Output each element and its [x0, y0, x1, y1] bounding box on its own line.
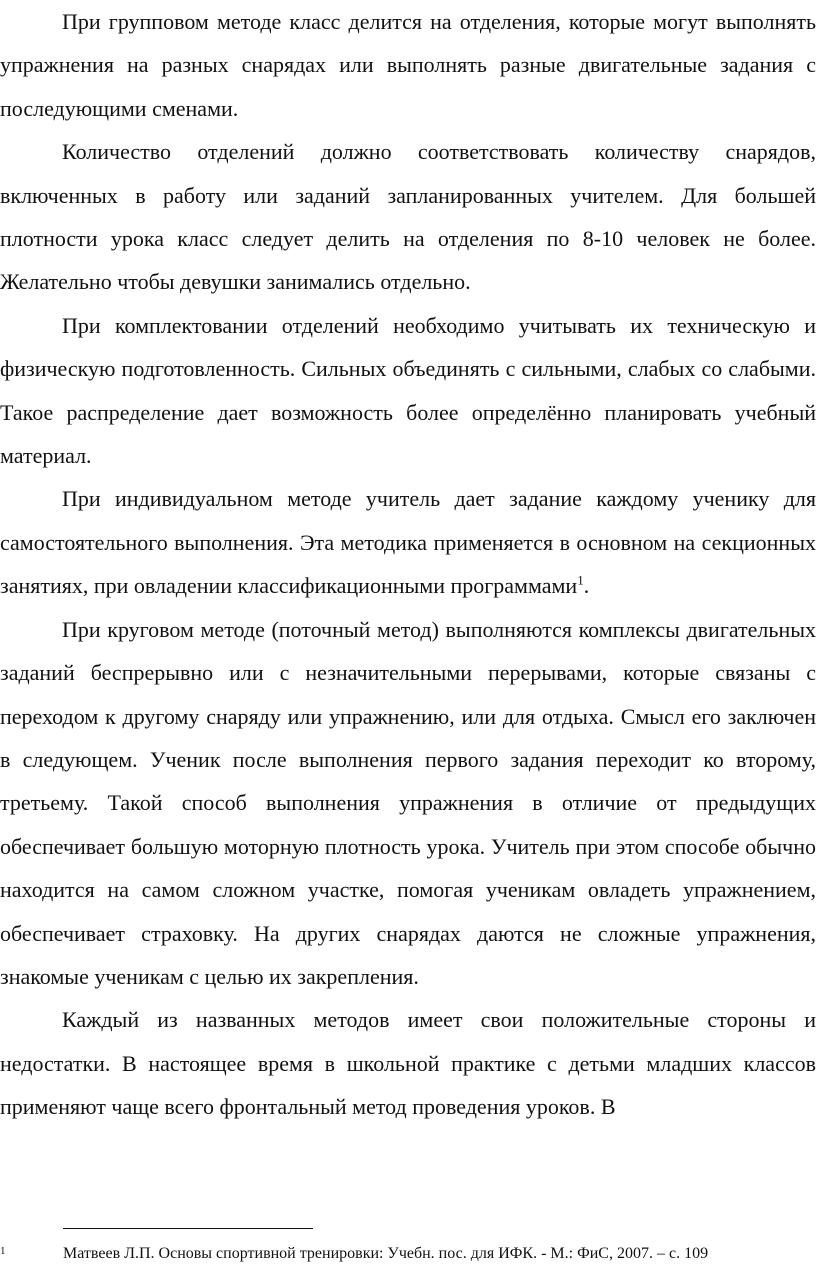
- footnote-mark: 1: [0, 1245, 6, 1257]
- footnote-text: Матвеев Л.П. Основы спортивной тренировки: Учебн. пос. для ИФК. - М.: ФиС, 2007. – с. 109: [63, 1245, 709, 1262]
- paragraph-number-of-groups: Количество отделений должно соответствовать количеству снарядов, включенных в работу или заданий запланированных учителем. Для большей плотности урока класс следует делить на отделения по 8-10 человек не более. Желательно чтобы девушки занимались отдельно.: [0, 139, 816, 295]
- paragraph-individual-method-text: При индивидуальном методе учитель дает задание каждому ученику для самостоятельного выполнения. Эта методика применяется в основном на секционных занятиях, при овладении классификационными программами: [0, 486, 816, 599]
- paragraph-individual-method-end: .: [583, 573, 590, 599]
- paragraph-group-composition: При комплектовании отделений необходимо учитывать их техническую и физическую подготовленность. Сильных объединять с сильными, слабых со слабыми. Такое распределение дает возможность более определённо планировать учебный материал.: [0, 312, 816, 469]
- paragraph-circuit-method: При круговом методе (поточный метод) выполняются комплексы двигательных заданий беспрерывно или с незначительными перерывами, которые связаны с переходом к другому снаряду или упражнению, или для отдыха. Смысл его заключен в следующем. Ученик после выполнения первого задания переходит ко второму, третьему. Такой способ выполнения упражнения в отличие от предыдущих обеспечивает большую моторную плотность урока. Учитель при этом способе обычно находится на самом сложном участке, помогая ученикам овладеть упражнением, обеспечивает страховку. На других снарядах даются не сложные упражнения, знакомые ученикам с целью их закрепления.: [0, 616, 816, 989]
- footnote-reference[interactable]: 1: [577, 572, 584, 588]
- paragraph-individual-method: [0, 477, 816, 607]
- footnote-separator: [63, 1228, 313, 1229]
- paragraph-group-method: При групповом методе класс делится на отделения, которые могут выполнять упражнения на разных снарядах или выполнять разные двигательные задания с последующими сменами.: [0, 9, 816, 121]
- paragraph-methods-summary: Каждый из названных методов имеет свои положительные стороны и недостатки. В настоящее время в школьной практике с детьми младших классов применяют чаще всего фронтальный метод проведения уроков. В: [0, 1007, 816, 1120]
